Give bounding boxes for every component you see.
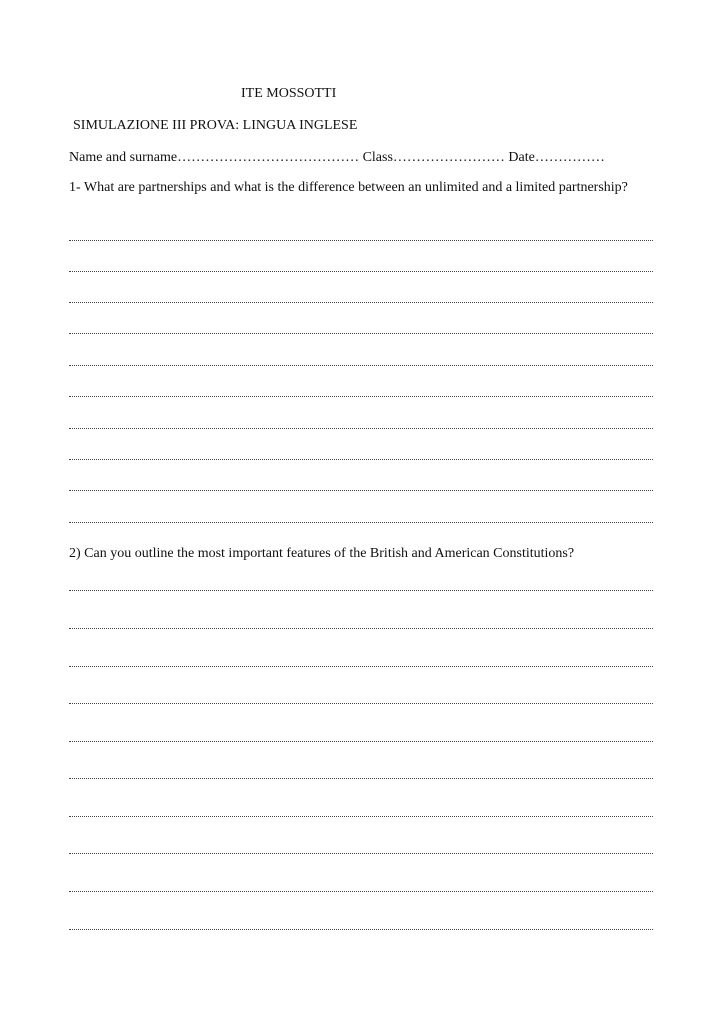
name-label: Name and surname bbox=[69, 150, 178, 165]
date-blank[interactable]: …………… bbox=[534, 150, 605, 165]
class-label: Class bbox=[362, 150, 393, 165]
answer-line[interactable] bbox=[69, 459, 653, 460]
answer-line[interactable] bbox=[69, 490, 653, 491]
answer-line[interactable] bbox=[69, 666, 653, 667]
answer-line[interactable] bbox=[69, 853, 653, 854]
answer-line[interactable] bbox=[69, 778, 653, 779]
answer-line[interactable] bbox=[69, 428, 653, 429]
exam-title: SIMULAZIONE III PROVA: LINGUA INGLESE bbox=[73, 118, 358, 133]
class-blank[interactable]: …………………… bbox=[392, 150, 505, 165]
answer-line[interactable] bbox=[69, 628, 653, 629]
answer-line[interactable] bbox=[69, 302, 653, 303]
answer-line[interactable] bbox=[69, 929, 653, 930]
answer-line[interactable] bbox=[69, 365, 653, 366]
school-name: ITE MOSSOTTI bbox=[241, 86, 337, 101]
answer-line[interactable] bbox=[69, 522, 653, 523]
answer-line[interactable] bbox=[69, 891, 653, 892]
answer-line[interactable] bbox=[69, 396, 653, 397]
answer-line[interactable] bbox=[69, 741, 653, 742]
date-label: Date bbox=[508, 150, 535, 165]
name-blank[interactable]: ………………………………… bbox=[177, 150, 360, 165]
question-2: 2) Can you outline the most important features of the British and American Constitutions? bbox=[69, 546, 575, 561]
answer-line[interactable] bbox=[69, 240, 653, 241]
student-info-row bbox=[69, 149, 605, 167]
question-1: 1- What are partnerships and what is the difference between an unlimited and a limited partnership? bbox=[69, 180, 628, 195]
answer-line[interactable] bbox=[69, 271, 653, 272]
answer-line[interactable] bbox=[69, 590, 653, 591]
answer-line[interactable] bbox=[69, 333, 653, 334]
answer-line[interactable] bbox=[69, 816, 653, 817]
answer-line[interactable] bbox=[69, 703, 653, 704]
